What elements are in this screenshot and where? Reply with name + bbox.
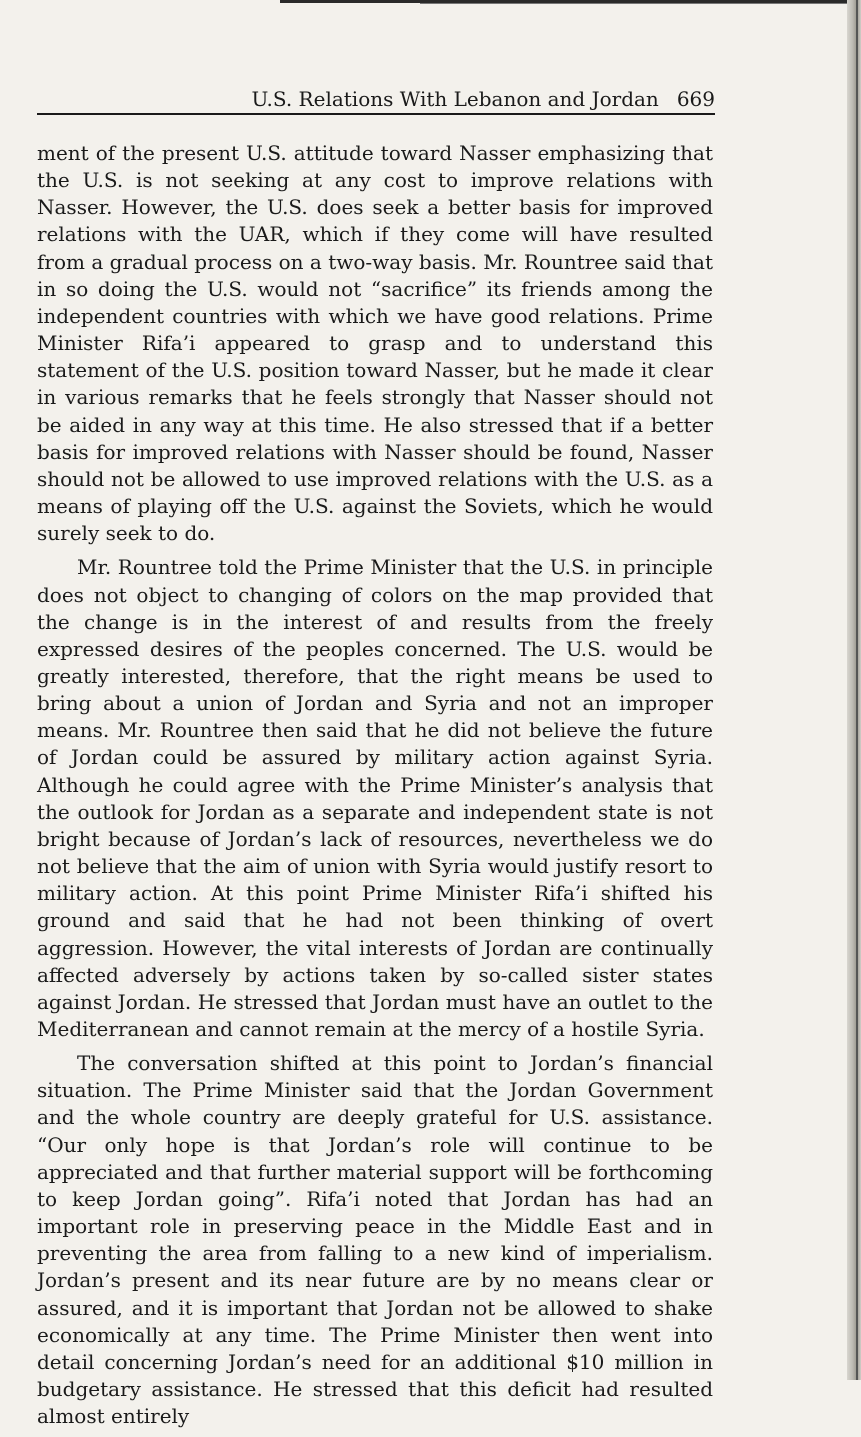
paragraph-financial-situation: The conversation shifted at this point to Jordan’s financial situation. The Prime Minister said that the Jordan Government and the whole country are deeply grateful for U.S. assistance. “Our only hope is that Jordan’s role will continue to be appreciated and that further material support will be forthcoming to keep Jordan going”. Rifa’i noted that Jordan has had an important role in preserving peace in the Middle East and in preventing the area from falling to a new kind of imperialism. Jordan’s present and its near future are by no means clear or assured, and it is important that Jordan not be allowed to shake economically at any time. The Prime Minister then went into detail concerning Jordan’s need for an additional $10 million in budgetary assistance. He stressed that this deficit had resulted almost entirely <box>37 1051 713 1429</box>
running-header <box>37 85 715 115</box>
scan-edge-line-secondary <box>420 3 861 4</box>
running-header-title: U.S. Relations With Lebanon and Jordan <box>251 87 659 111</box>
page-edge-shadow <box>847 0 861 1380</box>
page-body <box>37 140 713 1437</box>
paragraph-rountree-union: Mr. Rountree told the Prime Minister that the U.S. in principle does not object to changing of colors on the map provided that the change is in the interest of and results from the freely expressed desires of the peoples concerned. The U.S. would be greatly interested, therefore, that the right means be used to bring about a union of Jordan and Syria and not an improper means. Mr. Rountree then said that he did not believe the future of Jordan could be assured by military action against Syria. Although he could agree with the Prime Minister’s analysis that the outlook for Jordan as a separate and independent state is not bright because of Jordan’s lack of resources, nevertheless we do not believe that the aim of union with Syria would justify resort to military action. At this point Prime Minister Rifa’i shifted his ground and said that he had not been thinking of overt aggression. However, the vital interests of Jordan are continually affected adversely by actions taken by so-called sister states against Jordan. He stressed that Jordan must have an outlet to the Mediterranean and cannot remain at the mercy of a hostile Syria. <box>37 555 713 1041</box>
page-edge-line <box>856 0 858 1380</box>
page-number: 669 <box>676 87 715 111</box>
paragraph-continued: ment of the present U.S. attitude toward Nasser emphasizing that the U.S. is not seeking at any cost to improve relations with Nasser. However, the U.S. does seek a better basis for improved relations with the UAR, which if they come will have resulted from a gradual process on a two-way basis. Mr. Rountree said that in so doing the U.S. would not “sacrifice” its friends among the independent countries with which we have good relations. Prime Minister Rifa’i appeared to grasp and to understand this statement of the U.S. position toward Nasser, but he made it clear in various remarks that he feels strongly that Nasser should not be aided in any way at this time. He also stressed that if a better basis for improved relations with Nasser should be found, Nasser should not be allowed to use improved relations with the U.S. as a means of playing off the U.S. against the Soviets, which he would surely seek to do. <box>37 141 713 546</box>
